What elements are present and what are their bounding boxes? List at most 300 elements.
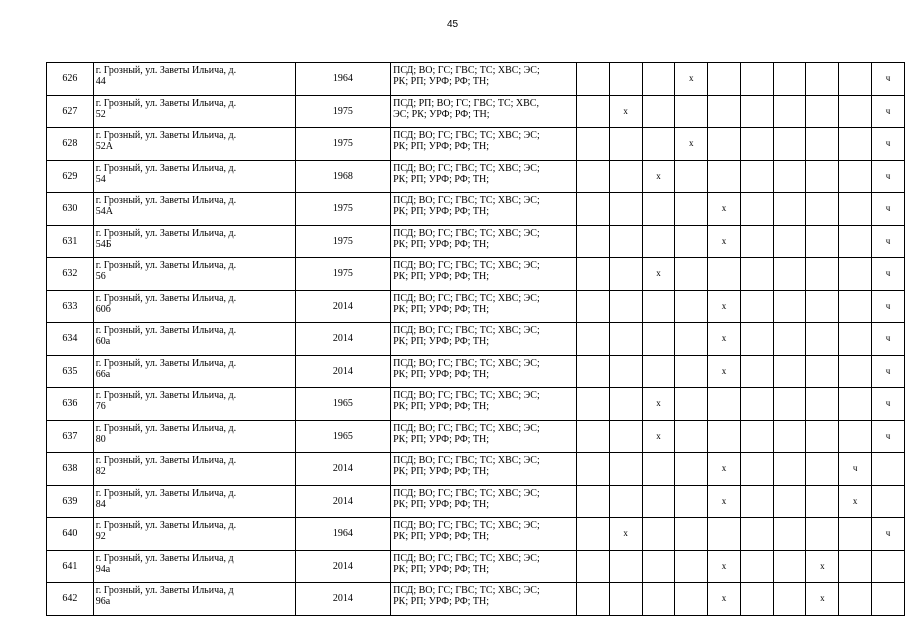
mark-cell: [872, 485, 905, 518]
services-line-1: ПСД; ВО; ГС; ГВС; ТС; ХВС; ЭС;: [393, 260, 540, 271]
mark-cell: [675, 388, 708, 421]
mark-cell: [740, 485, 773, 518]
services-line-1: ПСД; ВО; ГС; ГВС; ТС; ХВС; ЭС;: [393, 357, 540, 369]
mark-cell: ч: [872, 258, 905, 291]
year-cell: 2014: [295, 550, 390, 583]
mark-cell: [806, 323, 839, 356]
mark-cell: [773, 63, 806, 96]
mark-cell: [609, 63, 642, 96]
address-cell: [93, 193, 295, 226]
year-cell: 1964: [295, 63, 390, 96]
mark-cell: х: [642, 388, 675, 421]
services-line-1: ПСД; ВО; ГС; ГВС; ТС; ХВС; ЭС;: [393, 227, 540, 239]
services-line-2: РК; РП; УРФ; РФ; ТН;: [393, 76, 490, 87]
row-number-cell: 639: [47, 485, 94, 518]
services-line-1: ПСД; ВО; ГС; ГВС; ТС; ХВС; ЭС;: [393, 390, 540, 401]
mark-cell: [839, 258, 872, 291]
mark-cell: х: [642, 420, 675, 453]
mark-cell: [773, 290, 806, 323]
services-line-1: ПСД; ВО; ГС; ГВС; ТС; ХВС; ЭС;: [393, 292, 540, 304]
address-line-1: г. Грозный, ул. Заветы Ильича, д.: [95, 422, 237, 434]
address-line-1: г. Грозный, ул. Заветы Ильича, д.: [95, 292, 237, 304]
services-line-2: РК; РП; УРФ; РФ; ТН;: [393, 141, 490, 152]
mark-cell: х: [708, 485, 741, 518]
mark-cell: [806, 160, 839, 193]
services-cell: [391, 290, 577, 323]
mark-cell: [773, 420, 806, 453]
address-line-1: г. Грозный, ул. Заветы Ильича, д: [95, 585, 234, 596]
mark-cell: [806, 518, 839, 551]
services-line-1: ПСД; ВО; ГС; ГВС; ТС; ХВС; ЭС;: [393, 455, 540, 466]
year-cell: 1965: [295, 420, 390, 453]
services-cell: [391, 388, 577, 421]
mark-cell: [609, 388, 642, 421]
address-cell: [93, 225, 295, 258]
address-cell: [93, 550, 295, 583]
mark-cell: х: [708, 193, 741, 226]
year-cell: 2014: [295, 355, 390, 388]
row-number-cell: 633: [47, 290, 94, 323]
services-line-1: ПСД; ВО; ГС; ГВС; ТС; ХВС; ЭС;: [393, 65, 540, 76]
mark-cell: [773, 518, 806, 551]
mark-cell: [642, 323, 675, 356]
mark-cell: [708, 128, 741, 161]
row-number-cell: 632: [47, 258, 94, 291]
mark-cell: [577, 388, 610, 421]
address-cell: [93, 95, 295, 128]
services-line-1: ПСД; ВО; ГС; ГВС; ТС; ХВС; ЭС;: [393, 520, 540, 531]
mark-cell: [740, 388, 773, 421]
address-cell: [93, 128, 295, 161]
address-line-1: г. Грозный, ул. Заветы Ильича, д.: [95, 325, 237, 336]
mark-cell: [806, 485, 839, 518]
mark-cell: [675, 420, 708, 453]
mark-cell: [740, 290, 773, 323]
mark-cell: [773, 453, 806, 486]
mark-cell: ч: [872, 128, 905, 161]
mark-cell: [773, 95, 806, 128]
mark-cell: [675, 355, 708, 388]
address-cell: [93, 518, 295, 551]
address-cell: [93, 453, 295, 486]
mark-cell: [740, 63, 773, 96]
address-cell: [93, 160, 295, 193]
services-cell: [391, 550, 577, 583]
address-line-2: 52А: [95, 141, 114, 152]
mark-cell: [675, 583, 708, 616]
address-cell: [93, 355, 295, 388]
mark-cell: [609, 193, 642, 226]
mark-cell: [642, 485, 675, 518]
mark-cell: [675, 258, 708, 291]
mark-cell: х: [675, 128, 708, 161]
address-cell: [93, 323, 295, 356]
address-line-1: г. Грозный, ул. Заветы Ильича, д.: [95, 487, 237, 499]
services-cell: [391, 193, 577, 226]
mark-cell: х: [708, 323, 741, 356]
mark-cell: [642, 128, 675, 161]
table-row: [47, 388, 905, 421]
services-cell: [391, 63, 577, 96]
table-row: [47, 258, 905, 291]
mark-cell: [806, 453, 839, 486]
year-cell: 1968: [295, 160, 390, 193]
services-line-2: РК; РП; УРФ; РФ; ТН;: [393, 368, 490, 380]
mark-cell: ч: [839, 453, 872, 486]
address-cell: [93, 290, 295, 323]
mark-cell: [675, 323, 708, 356]
mark-cell: [708, 160, 741, 193]
mark-cell: [577, 258, 610, 291]
row-number-cell: 642: [47, 583, 94, 616]
address-line-2: 52: [95, 108, 106, 120]
mark-cell: [708, 420, 741, 453]
services-line-2: РК; РП; УРФ; РФ; ТН;: [393, 336, 490, 347]
row-number-cell: 628: [47, 128, 94, 161]
table-row: [47, 128, 905, 161]
mark-cell: [806, 128, 839, 161]
mark-cell: [642, 550, 675, 583]
mark-cell: [740, 225, 773, 258]
address-line-1: г. Грозный, ул. Заветы Ильича, д.: [95, 130, 237, 141]
row-number-cell: 627: [47, 95, 94, 128]
mark-cell: [773, 485, 806, 518]
mark-cell: [839, 225, 872, 258]
row-number-cell: 640: [47, 518, 94, 551]
mark-cell: [642, 583, 675, 616]
mark-cell: ч: [872, 420, 905, 453]
address-line-1: г. Грозный, ул. Заветы Ильича, д: [95, 552, 234, 564]
mark-cell: [839, 583, 872, 616]
row-number-cell: 629: [47, 160, 94, 193]
mark-cell: х: [806, 550, 839, 583]
mark-cell: ч: [872, 95, 905, 128]
mark-cell: [740, 453, 773, 486]
mark-cell: [740, 420, 773, 453]
mark-cell: [577, 453, 610, 486]
mark-cell: [675, 550, 708, 583]
mark-cell: [740, 95, 773, 128]
table-row: [47, 420, 905, 453]
services-line-1: ПСД; ВО; ГС; ГВС; ТС; ХВС; ЭС;: [393, 552, 540, 564]
mark-cell: [609, 258, 642, 291]
mark-cell: [773, 225, 806, 258]
mark-cell: [839, 95, 872, 128]
table-row: [47, 160, 905, 193]
address-line-2: 82: [95, 466, 106, 477]
mark-cell: [675, 290, 708, 323]
row-number-cell: 638: [47, 453, 94, 486]
mark-cell: ч: [872, 518, 905, 551]
mark-cell: [642, 518, 675, 551]
services-cell: [391, 160, 577, 193]
mark-cell: [675, 95, 708, 128]
mark-cell: [839, 160, 872, 193]
address-line-2: 54А: [95, 206, 114, 217]
mark-cell: [806, 193, 839, 226]
address-line-2: 92: [95, 531, 106, 542]
mark-cell: [839, 550, 872, 583]
address-line-2: 76: [95, 401, 106, 412]
address-line-2: 96а: [95, 596, 111, 607]
row-number-cell: 636: [47, 388, 94, 421]
mark-cell: ч: [872, 355, 905, 388]
mark-cell: [773, 583, 806, 616]
mark-cell: [773, 355, 806, 388]
services-cell: [391, 258, 577, 291]
address-line-1: г. Грозный, ул. Заветы Ильича, д.: [95, 520, 237, 531]
services-line-2: РК; РП; УРФ; РФ; ТН;: [393, 466, 490, 477]
mark-cell: х: [642, 160, 675, 193]
mark-cell: [577, 193, 610, 226]
mark-cell: [577, 225, 610, 258]
mark-cell: х: [708, 290, 741, 323]
services-line-1: ПСД; ВО; ГС; ГВС; ТС; ХВС; ЭС;: [393, 195, 540, 206]
year-cell: 2014: [295, 290, 390, 323]
mark-cell: х: [708, 355, 741, 388]
services-cell: [391, 225, 577, 258]
mark-cell: [740, 323, 773, 356]
mark-cell: [806, 420, 839, 453]
address-line-2: 84: [95, 498, 106, 510]
mark-cell: [642, 225, 675, 258]
mark-cell: [708, 95, 741, 128]
address-line-1: г. Грозный, ул. Заветы Ильича, д.: [95, 97, 237, 109]
mark-cell: [806, 225, 839, 258]
table-body: [47, 63, 905, 616]
mark-cell: [806, 258, 839, 291]
page-number: 45: [446, 19, 459, 30]
table-row: [47, 63, 905, 96]
mark-cell: [675, 160, 708, 193]
services-line-1: ПСД; ВО; ГС; ГВС; ТС; ХВС; ЭС;: [393, 162, 540, 174]
mark-cell: [609, 355, 642, 388]
mark-cell: [577, 518, 610, 551]
year-cell: 1975: [295, 95, 390, 128]
mark-cell: [577, 583, 610, 616]
services-line-2: РК; РП; УРФ; РФ; ТН;: [393, 206, 490, 217]
mark-cell: [806, 290, 839, 323]
mark-cell: [609, 485, 642, 518]
mark-cell: х: [609, 95, 642, 128]
table-row: [47, 485, 905, 518]
services-line-1: ПСД; ВО; ГС; ГВС; ТС; ХВС; ЭС;: [393, 487, 540, 499]
mark-cell: ч: [872, 388, 905, 421]
year-cell: 2014: [295, 323, 390, 356]
services-line-2: РК; РП; УРФ; РФ; ТН;: [393, 596, 490, 607]
address-cell: [93, 258, 295, 291]
mark-cell: х: [708, 453, 741, 486]
year-cell: 2014: [295, 583, 390, 616]
year-cell: 1975: [295, 258, 390, 291]
mark-cell: [675, 193, 708, 226]
mark-cell: [577, 63, 610, 96]
year-cell: 2014: [295, 485, 390, 518]
mark-cell: [708, 518, 741, 551]
services-cell: [391, 420, 577, 453]
address-cell: [93, 388, 295, 421]
mark-cell: [839, 420, 872, 453]
mark-cell: [577, 485, 610, 518]
mark-cell: [773, 258, 806, 291]
mark-cell: [839, 193, 872, 226]
mark-cell: [577, 290, 610, 323]
mark-cell: х: [839, 485, 872, 518]
mark-cell: [609, 550, 642, 583]
mark-cell: [675, 453, 708, 486]
mark-cell: [806, 388, 839, 421]
year-cell: 1975: [295, 128, 390, 161]
address-line-1: г. Грозный, ул. Заветы Ильича, д.: [95, 195, 237, 206]
mark-cell: ч: [872, 225, 905, 258]
services-cell: [391, 453, 577, 486]
services-cell: [391, 95, 577, 128]
address-cell: [93, 583, 295, 616]
mark-cell: [609, 160, 642, 193]
address-line-2: 54: [95, 173, 106, 185]
mark-cell: [577, 355, 610, 388]
row-number-cell: 630: [47, 193, 94, 226]
mark-cell: [642, 63, 675, 96]
services-line-2: РК; РП; УРФ; РФ; ТН;: [393, 531, 490, 542]
address-line-1: г. Грозный, ул. Заветы Ильича, д.: [95, 390, 237, 401]
mark-cell: ч: [872, 160, 905, 193]
mark-cell: [773, 388, 806, 421]
mark-cell: [839, 128, 872, 161]
mark-cell: ч: [872, 323, 905, 356]
row-number-cell: 635: [47, 355, 94, 388]
services-line-2: РК; РП; УРФ; РФ; ТН;: [393, 173, 490, 185]
address-line-2: 60а: [95, 336, 111, 347]
mark-cell: [839, 388, 872, 421]
table-row: [47, 290, 905, 323]
address-line-1: г. Грозный, ул. Заветы Ильича, д.: [95, 357, 237, 369]
services-cell: [391, 485, 577, 518]
mark-cell: [577, 95, 610, 128]
mark-cell: ч: [872, 290, 905, 323]
mark-cell: [577, 420, 610, 453]
address-line-1: г. Грозный, ул. Заветы Ильича, д.: [95, 260, 237, 271]
mark-cell: ч: [872, 193, 905, 226]
mark-cell: [773, 323, 806, 356]
mark-cell: [609, 453, 642, 486]
table-row: [47, 550, 905, 583]
services-cell: [391, 583, 577, 616]
address-line-2: 60б: [95, 303, 111, 315]
address-line-2: 56: [95, 271, 106, 282]
mark-cell: [806, 63, 839, 96]
mark-cell: [806, 95, 839, 128]
services-line-2: РК; РП; УРФ; РФ; ТН;: [393, 401, 490, 412]
mark-cell: [872, 583, 905, 616]
mark-cell: х: [642, 258, 675, 291]
address-line-2: 66а: [95, 368, 111, 380]
services-line-2: ЭС; РК; УРФ; РФ; ТН;: [393, 108, 490, 120]
mark-cell: [675, 485, 708, 518]
mark-cell: [609, 225, 642, 258]
table-row: [47, 453, 905, 486]
table-row: [47, 518, 905, 551]
services-line-2: РК; РП; УРФ; РФ; ТН;: [393, 433, 490, 445]
row-number-cell: 634: [47, 323, 94, 356]
services-line-2: РК; РП; УРФ; РФ; ТН;: [393, 238, 490, 250]
mark-cell: х: [708, 225, 741, 258]
address-line-2: 80: [95, 433, 106, 445]
row-number-cell: 637: [47, 420, 94, 453]
mark-cell: [708, 63, 741, 96]
mark-cell: [740, 160, 773, 193]
services-cell: [391, 128, 577, 161]
address-line-1: г. Грозный, ул. Заветы Ильича, д.: [95, 455, 237, 466]
address-cell: [93, 420, 295, 453]
mark-cell: [609, 128, 642, 161]
services-line-1: ПСД; ВО; ГС; ГВС; ТС; ХВС; ЭС;: [393, 325, 540, 336]
mark-cell: [773, 160, 806, 193]
services-line-1: ПСД; РП; ВО; ГС; ГВС; ТС; ХВС,: [393, 97, 539, 109]
mark-cell: [642, 193, 675, 226]
address-line-2: 94а: [95, 563, 111, 575]
mark-cell: х: [708, 583, 741, 616]
mark-cell: [839, 355, 872, 388]
mark-cell: [740, 258, 773, 291]
mark-cell: [609, 420, 642, 453]
table-row: [47, 95, 905, 128]
mark-cell: [773, 550, 806, 583]
table-row: [47, 225, 905, 258]
address-line-1: г. Грозный, ул. Заветы Ильича, д.: [95, 65, 237, 76]
mark-cell: ч: [872, 63, 905, 96]
mark-cell: [839, 290, 872, 323]
mark-cell: [708, 258, 741, 291]
year-cell: 2014: [295, 453, 390, 486]
row-number-cell: 631: [47, 225, 94, 258]
services-line-2: РК; РП; УРФ; РФ; ТН;: [393, 271, 490, 282]
mark-cell: [609, 323, 642, 356]
mark-cell: [609, 290, 642, 323]
address-line-2: 54Б: [95, 238, 112, 250]
mark-cell: [740, 550, 773, 583]
row-number-cell: 626: [47, 63, 94, 96]
mark-cell: [773, 128, 806, 161]
mark-cell: [642, 355, 675, 388]
services-cell: [391, 518, 577, 551]
mark-cell: [872, 550, 905, 583]
mark-cell: [675, 225, 708, 258]
address-line-1: г. Грозный, ул. Заветы Ильича, д.: [95, 227, 237, 239]
address-line-1: г. Грозный, ул. Заветы Ильича, д.: [95, 162, 237, 174]
mark-cell: [872, 453, 905, 486]
mark-cell: [708, 388, 741, 421]
mark-cell: [577, 550, 610, 583]
mark-cell: [839, 63, 872, 96]
services-line-2: РК; РП; УРФ; РФ; ТН;: [393, 563, 490, 575]
services-line-2: РК; РП; УРФ; РФ; ТН;: [393, 303, 490, 315]
row-number-cell: 641: [47, 550, 94, 583]
mark-cell: [675, 518, 708, 551]
mark-cell: [740, 583, 773, 616]
services-cell: [391, 323, 577, 356]
mark-cell: х: [806, 583, 839, 616]
services-line-1: ПСД; ВО; ГС; ГВС; ТС; ХВС; ЭС;: [393, 130, 540, 141]
address-cell: [93, 485, 295, 518]
services-line-1: ПСД; ВО; ГС; ГВС; ТС; ХВС; ЭС;: [393, 422, 540, 434]
mark-cell: [839, 518, 872, 551]
services-line-1: ПСД; ВО; ГС; ГВС; ТС; ХВС; ЭС;: [393, 585, 540, 596]
year-cell: 1975: [295, 225, 390, 258]
mark-cell: х: [708, 550, 741, 583]
table-row: [47, 583, 905, 616]
mark-cell: [740, 355, 773, 388]
